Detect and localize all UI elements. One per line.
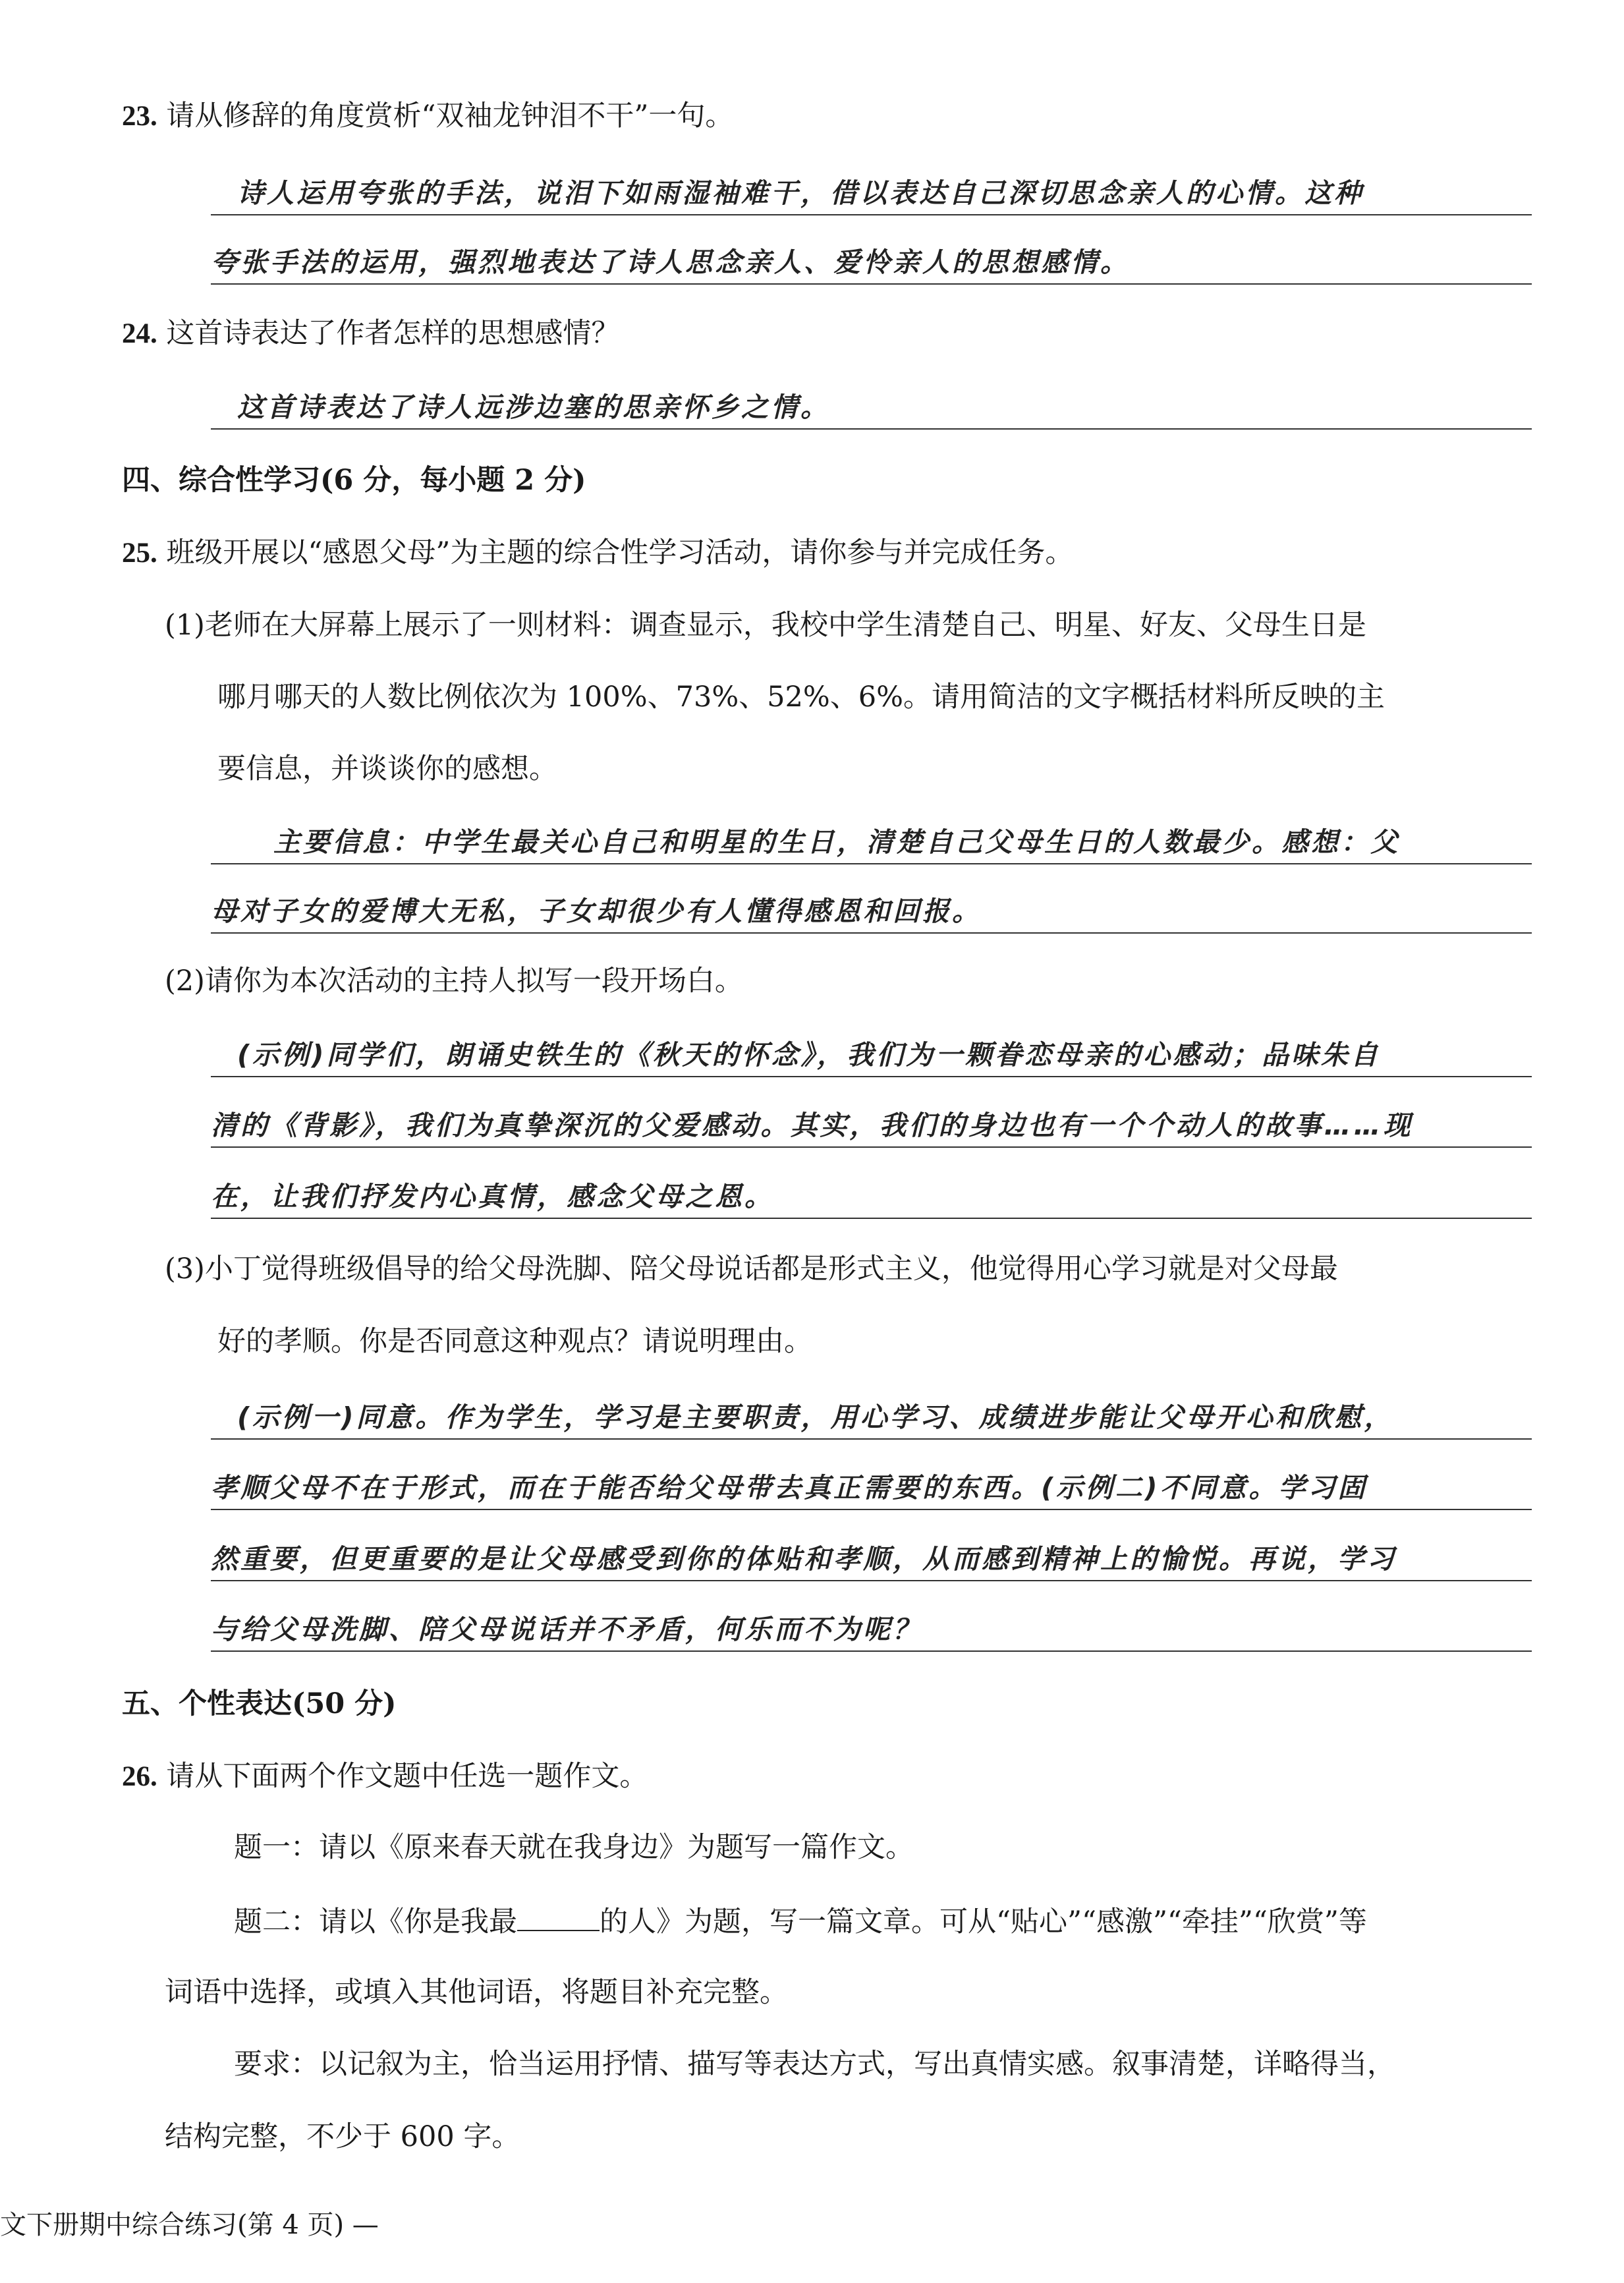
question-text: 请从下面两个作文题中任选一题作文。 [166, 1760, 648, 1793]
answer-line: 清的《背影》，我们为真挚深沉的父爱感动。其实，我们的身边也有一个个动人的故事……现 [211, 1146, 1532, 1148]
answer-line: (示例)同学们，朗诵史铁生的《秋天的怀念》，我们为一颗眷恋母亲的心感动；品味朱自 [211, 1076, 1532, 1077]
answer-line: 与给父母洗脚、陪父母说话并不矛盾，何乐而不为呢？ [211, 1650, 1532, 1652]
answer-line: 夸张手法的运用，强烈地表达了诗人思念亲人、爱怜亲人的思想感情。 [211, 283, 1532, 285]
question-number: 25. [122, 538, 157, 569]
page-footer: 文下册期中综合练习(第 4 页) — [0, 2210, 379, 2240]
section-heading: 五、个性表达(50 分) [122, 1687, 397, 1720]
essay-topic-2-cont: 词语中选择，或填入其他词语，将题目补充完整。 [165, 1976, 788, 2009]
essay-requirements: 要求：以记叙为主，恰当运用抒情、描写等表达方式，写出真情实感。叙事清楚，详略得当， [234, 2048, 1395, 2081]
answer-line: 在，让我们抒发内心真情，感念父母之恩。 [211, 1218, 1532, 1219]
question-number: 23. [122, 101, 157, 132]
question-25 [122, 536, 1074, 569]
question-23 [122, 99, 734, 132]
answer-line: 主要信息：中学生最关心自己和明星的生日，清楚自己父母生日的人数最少。感想：父 [211, 863, 1532, 864]
answer-line: 然重要，但更重要的是让父母感受到你的体贴和孝顺，从而感到精神上的愉悦。再说，学习 [211, 1580, 1532, 1581]
fill-blank [517, 1906, 600, 1931]
question-text: 请从修辞的角度赏析“双袖龙钟泪不干”一句。 [166, 99, 734, 132]
answer-line: (示例一)同意。作为学生，学习是主要职责，用心学习、成绩进步能让父母开心和欣慰， [211, 1438, 1532, 1440]
essay-topic-1: 题一：请以《原来春天就在我身边》为题写一篇作文。 [234, 1831, 914, 1864]
section-heading: 四、综合性学习(6 分，每小题 2 分) [122, 464, 586, 497]
question-24 [122, 317, 620, 350]
answer-line: 这首诗表达了诗人远涉边塞的思亲怀乡之情。 [211, 428, 1532, 430]
answer-line: 母对子女的爱博大无私，子女却很少有人懂得感恩和回报。 [211, 932, 1532, 934]
question-number: 26. [122, 1761, 157, 1792]
answer-line: 孝顺父母不在于形式，而在于能否给父母带去真正需要的东西。(示例二)不同意。学习固 [211, 1509, 1532, 1510]
essay-requirements-cont: 结构完整，不少于 600 字。 [165, 2120, 520, 2153]
question-number: 24. [122, 318, 157, 349]
sub-question-text: 要信息，并谈谈你的感想。 [217, 752, 557, 785]
question-text: 班级开展以“感恩父母”为主题的综合性学习活动，请你参与并完成任务。 [166, 536, 1074, 569]
sub-question-1: (1)老师在大屏幕上展示了一则材料：调查显示，我校中学生清楚自己、明星、好友、父母生日是 [165, 609, 1366, 642]
sub-question-text: 好的孝顺。你是否同意这种观点？请说明理由。 [217, 1325, 812, 1358]
question-26 [122, 1762, 648, 1791]
answer-line: 诗人运用夸张的手法，说泪下如雨湿袖难干，借以表达自己深切思念亲人的心情。这种 [211, 214, 1532, 215]
essay-topic-2: 题二：请以《你是我最 的人》为题，写一篇文章。可从“贴心”“感激”“牵挂”“欣赏”等 [234, 1905, 1367, 1938]
question-text: 这首诗表达了作者怎样的思想感情？ [166, 317, 620, 350]
sub-question-2: (2)请你为本次活动的主持人拟写一段开场白。 [165, 965, 743, 998]
sub-question-text: 哪月哪天的人数比例依次为 100%、73%、52%、6%。请用简洁的文字概括材料所反映的主 [217, 681, 1385, 714]
sub-question-3: (3)小丁觉得班级倡导的给父母洗脚、陪父母说话都是形式主义，他觉得用心学习就是对父母最 [165, 1253, 1338, 1285]
